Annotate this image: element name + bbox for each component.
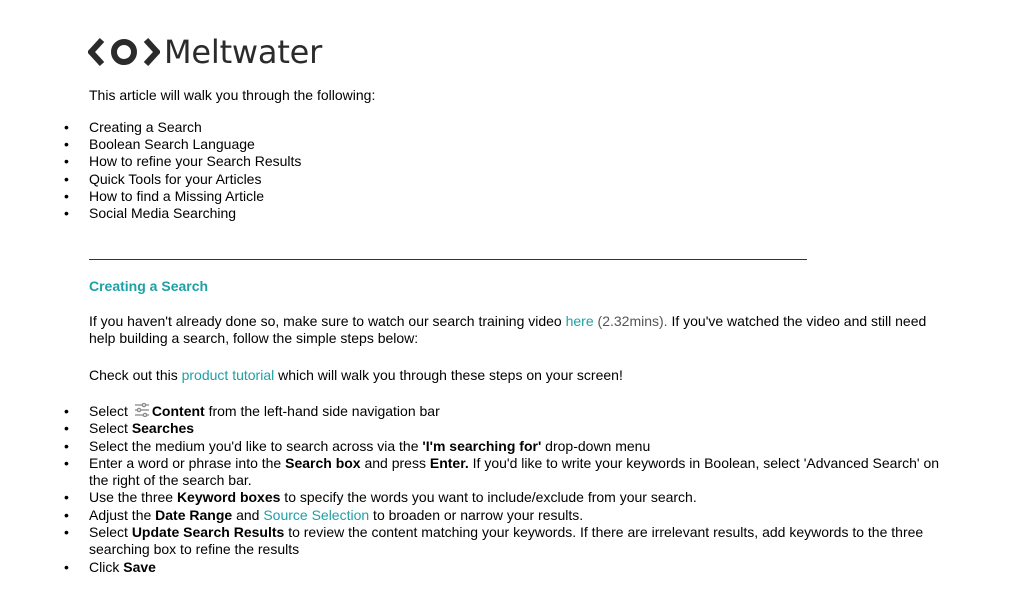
list-item: • How to refine your Search Results bbox=[0, 153, 949, 170]
step-text: to specify the words you want to include/exclude from your search. bbox=[280, 489, 697, 506]
step-bold: 'I'm searching for' bbox=[422, 437, 542, 454]
source-selection-link[interactable]: Source Selection bbox=[263, 506, 370, 523]
list-item bbox=[0, 403, 949, 420]
step-text: Click bbox=[89, 558, 124, 575]
step-text: Adjust the bbox=[89, 506, 156, 523]
product-tutorial-link[interactable]: product tutorial bbox=[181, 367, 275, 383]
list-item bbox=[0, 489, 949, 506]
step-text: Select bbox=[89, 403, 132, 419]
step-text: Select the medium you'd like to search across via the bbox=[89, 437, 423, 454]
step-text: If you'd like to write your keywords in Boolean, select 'Advanced Search' on the right of the search bar. bbox=[89, 454, 940, 489]
step-bold: Search box bbox=[285, 454, 361, 471]
step-bold: Keyword boxes bbox=[176, 489, 281, 506]
para-text: If you've watched the video and still need help building a search, follow the simple steps below: bbox=[89, 313, 927, 346]
steps-list bbox=[0, 403, 949, 576]
list-item: • Creating a Search bbox=[0, 119, 949, 136]
step-bold: Content bbox=[151, 403, 205, 419]
list-item bbox=[0, 455, 949, 490]
para-text: If you haven't already done so, make sure to watch our search training video bbox=[89, 313, 566, 329]
para-text: Check out this bbox=[89, 367, 182, 383]
step-text: drop-down menu bbox=[541, 437, 651, 454]
meltwater-mark-icon bbox=[88, 36, 160, 68]
step-text: Select bbox=[89, 524, 132, 541]
step-bold: Date Range bbox=[155, 506, 233, 523]
tutorial-paragraph bbox=[89, 367, 623, 384]
list-item bbox=[0, 559, 949, 576]
list-item: • How to find a Missing Article bbox=[0, 188, 949, 205]
divider bbox=[89, 259, 807, 260]
content-filter-icon bbox=[134, 403, 150, 417]
step-text: from the left-hand side navigation bar bbox=[204, 403, 440, 419]
section-title: Creating a Search bbox=[89, 278, 209, 294]
step-text: Enter a word or phrase into the bbox=[89, 454, 286, 471]
step-text: to broaden or narrow your results. bbox=[369, 506, 584, 523]
step-text: and press bbox=[360, 454, 430, 471]
list-item bbox=[0, 507, 949, 524]
step-bold: Update Search Results bbox=[131, 524, 285, 541]
step-text: Select bbox=[89, 420, 132, 437]
video-link[interactable]: here bbox=[565, 313, 594, 329]
list-item bbox=[0, 524, 949, 559]
step-text: and bbox=[232, 506, 264, 523]
step-text: to review the content matching your keywords. If there are irrelevant results, add keywords to the three searching box to refine the results bbox=[89, 524, 924, 558]
video-paragraph bbox=[89, 313, 949, 347]
step-bold: Save bbox=[123, 558, 156, 575]
step-bold: Enter. bbox=[429, 454, 469, 471]
list-item: • Social Media Searching bbox=[0, 205, 949, 222]
list-item bbox=[0, 438, 949, 455]
list-item: • Quick Tools for your Articles bbox=[0, 171, 949, 188]
topics-list bbox=[0, 119, 949, 222]
step-bold: Searches bbox=[131, 420, 195, 437]
list-item bbox=[0, 420, 949, 437]
list-item: • Boolean Search Language bbox=[0, 136, 949, 153]
para-text: which will walk you through these steps on your screen! bbox=[274, 367, 623, 383]
video-duration: (2.32mins). bbox=[593, 313, 668, 329]
logo-wordmark: Meltwater bbox=[164, 33, 323, 71]
meltwater-logo bbox=[88, 32, 322, 72]
intro-text: This article will walk you through the following: bbox=[89, 87, 376, 103]
step-text: Use the three bbox=[89, 489, 177, 506]
